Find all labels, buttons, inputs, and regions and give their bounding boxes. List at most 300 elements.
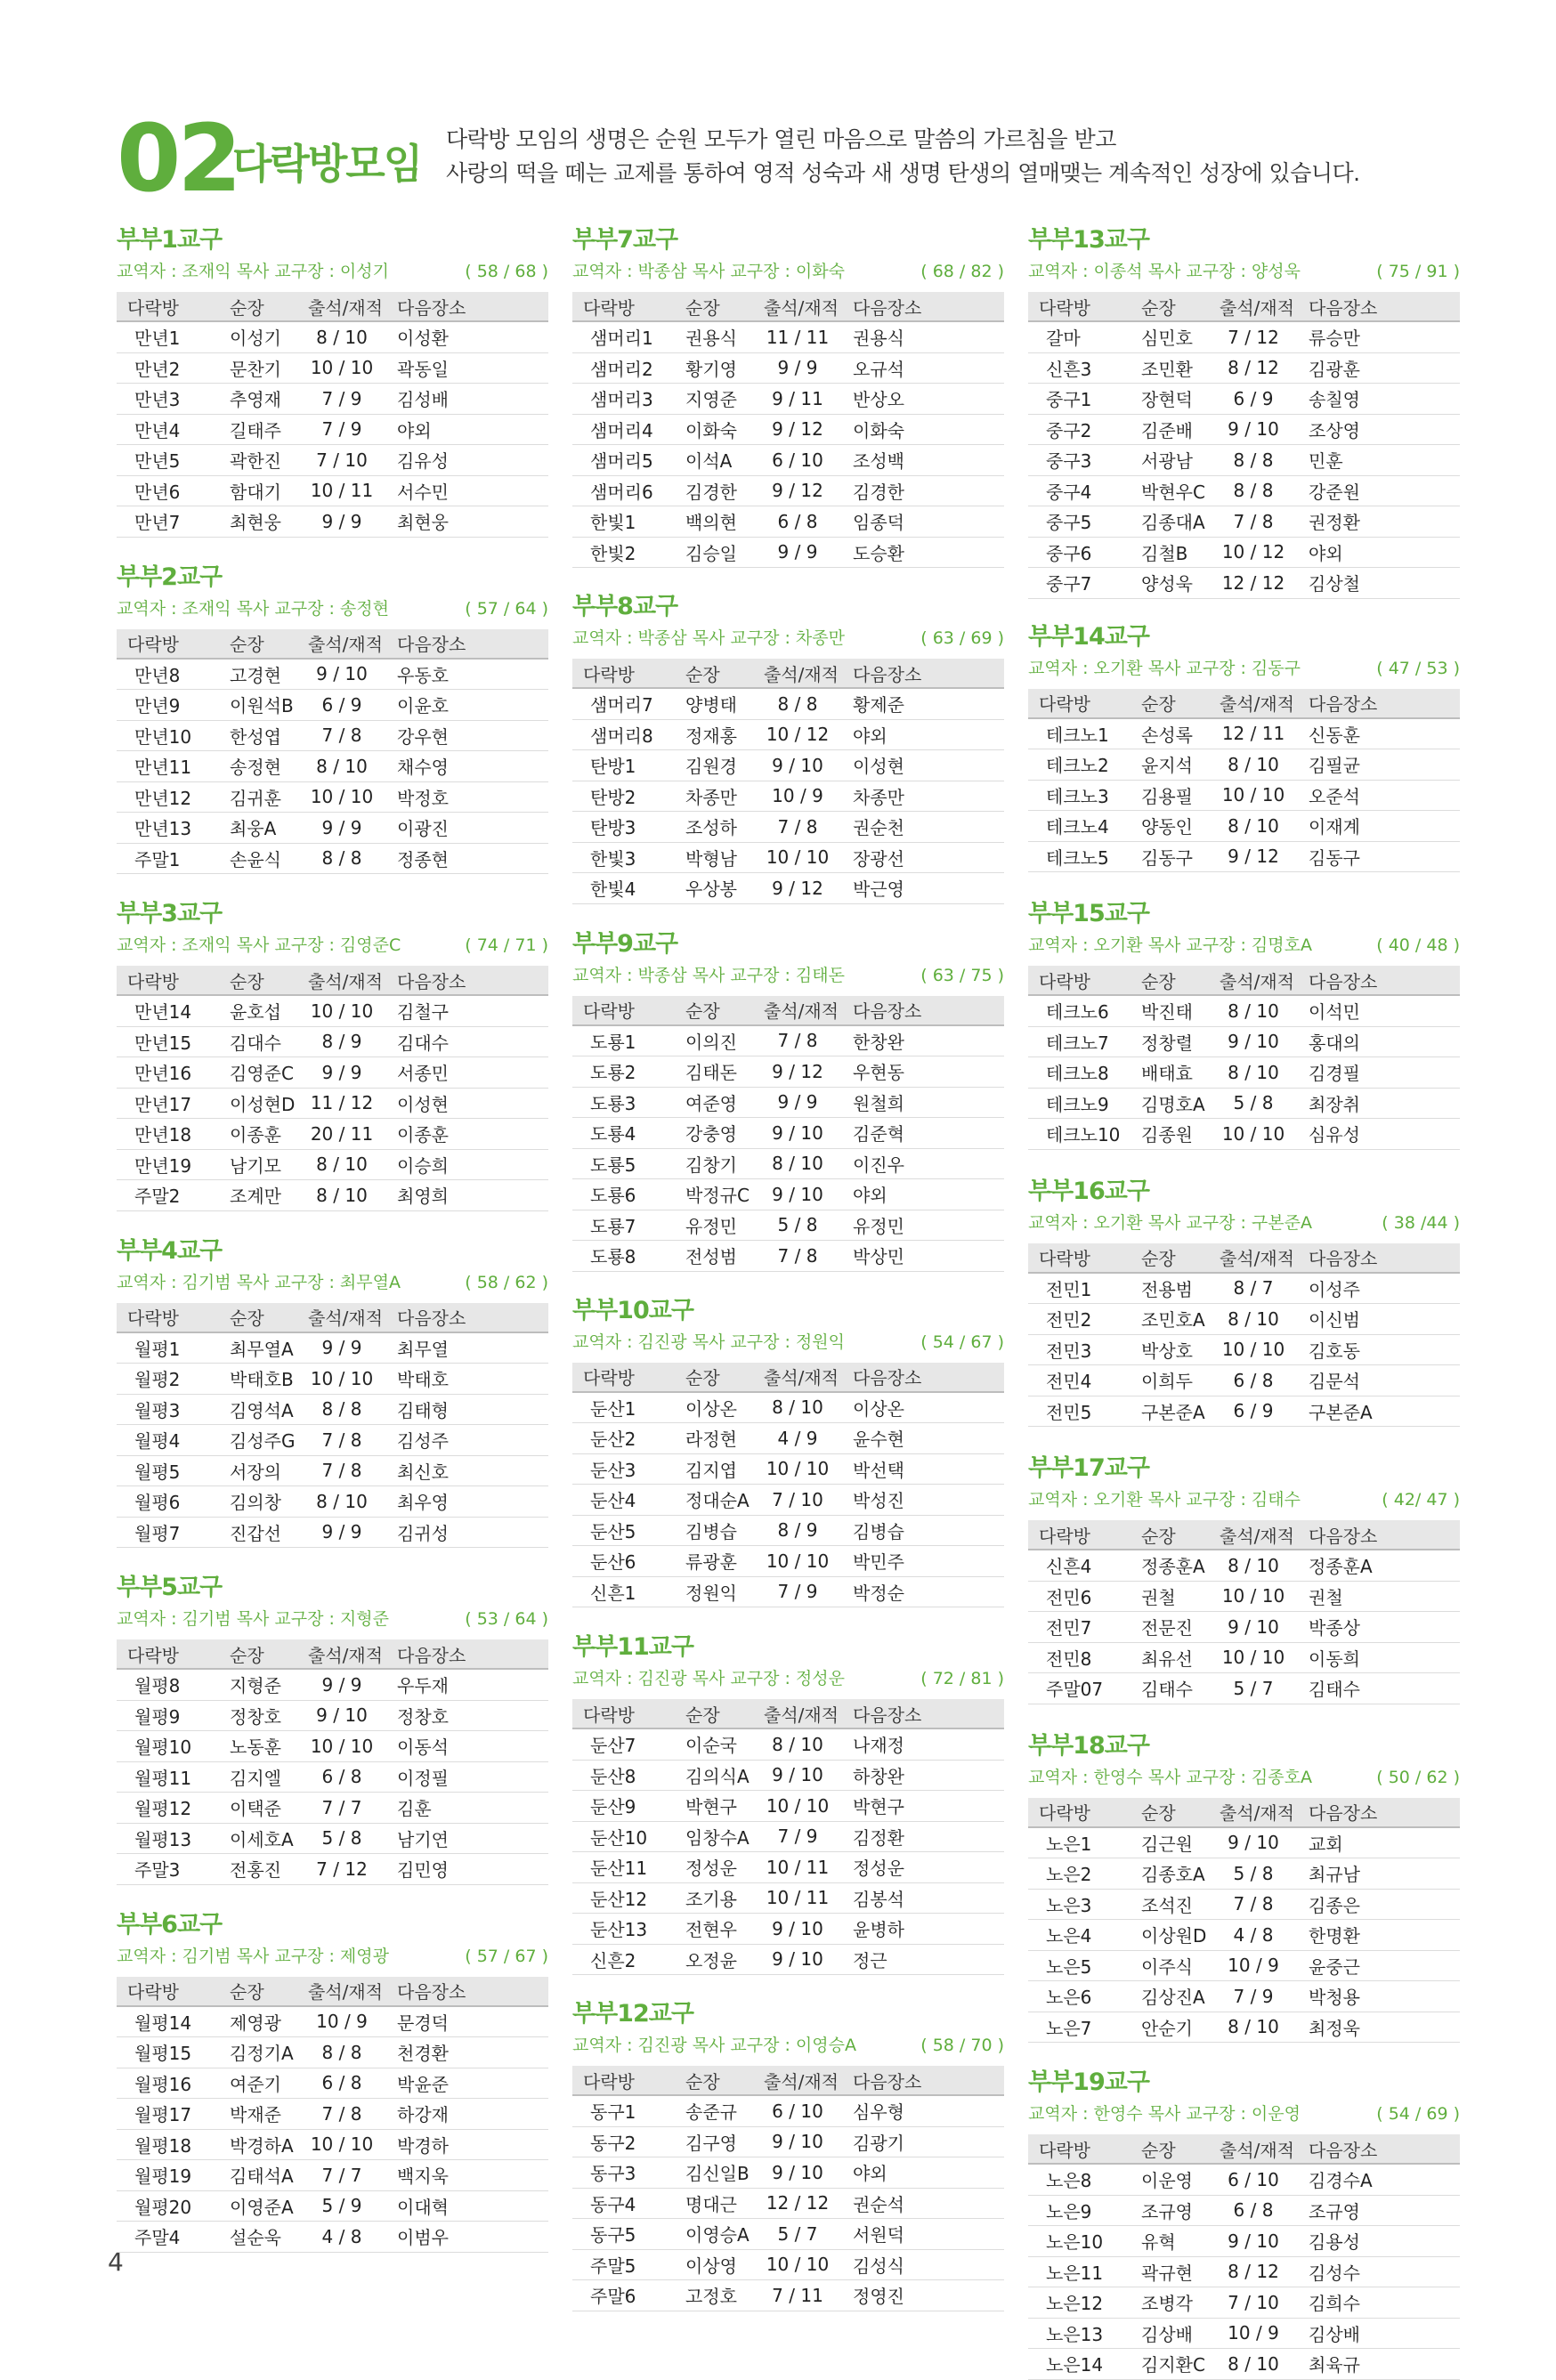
table-cell: 만년4 — [117, 414, 219, 445]
group-attendance-ratio: ( 72 / 81 ) — [920, 1669, 1004, 1688]
table-cell: 이희두 — [1131, 1365, 1209, 1396]
table-cell: 월평17 — [117, 2099, 219, 2130]
column-header: 다음장소 — [1298, 1520, 1460, 1550]
group-staff: 교역자 : 김기범 목사 교구장 : 제영광 — [117, 1946, 389, 1966]
table-cell: 9 / 12 — [1209, 841, 1298, 872]
table-cell: 정종훈A — [1298, 1550, 1460, 1581]
table-cell: 송칠영 — [1298, 384, 1460, 415]
table-cell: 차종만 — [842, 781, 1004, 812]
table-row — [117, 2160, 548, 2191]
column-header: 다락방 — [117, 1303, 219, 1332]
table-cell: 김신일B — [675, 2157, 753, 2189]
table-row — [117, 751, 548, 782]
table-row — [572, 1453, 1004, 1485]
table-cell: 김준배 — [1131, 414, 1209, 445]
table-row — [1028, 1981, 1460, 2012]
table-cell: 김의창 — [219, 1486, 297, 1518]
table-cell: 둔산12 — [572, 1882, 675, 1914]
table-cell: 오정윤 — [675, 1944, 753, 1975]
table-cell: 전민8 — [1028, 1642, 1131, 1673]
group-title: 부부14교구 — [1028, 622, 1149, 651]
table-row — [117, 414, 548, 445]
table-cell: 10 / 10 — [1209, 780, 1298, 811]
column-header: 다음장소 — [386, 1639, 548, 1669]
table-cell: 김훈 — [386, 1793, 548, 1824]
table-cell: 권순석 — [842, 2188, 1004, 2219]
table-row — [1028, 2287, 1460, 2319]
table-cell: 10 / 10 — [297, 2129, 386, 2160]
table-header-row — [572, 1363, 1004, 1392]
table-cell: 이성현 — [386, 1088, 548, 1119]
group-info — [1028, 1765, 1460, 1790]
table-row — [117, 1761, 548, 1793]
table-cell: 박성진 — [842, 1485, 1004, 1516]
group-staff: 교역자 : 조재익 목사 교구장 : 이성기 — [117, 262, 389, 281]
group-grid — [117, 223, 1461, 2376]
column-header: 출석/재적 — [753, 1699, 842, 1728]
table-cell: 윤병하 — [842, 1914, 1004, 1945]
table-cell: 11 / 12 — [297, 1088, 386, 1119]
table-cell: 이승희 — [386, 1149, 548, 1180]
table-cell: 10 / 10 — [753, 1791, 842, 1822]
table-cell: 전민1 — [1028, 1273, 1131, 1304]
table-cell: 테크노6 — [1028, 995, 1131, 1026]
table-cell: 9 / 10 — [753, 2126, 842, 2157]
table-row — [117, 690, 548, 721]
table-cell: 5 / 7 — [753, 2219, 842, 2250]
table-cell: 10 / 10 — [1209, 1642, 1298, 1673]
table-cell: 오규석 — [842, 352, 1004, 384]
table-cell: 천경환 — [386, 2037, 548, 2068]
table-row — [117, 352, 548, 384]
table-cell: 반상오 — [842, 384, 1004, 415]
table-cell: 노은3 — [1028, 1889, 1131, 1920]
table-row — [572, 1210, 1004, 1241]
table-cell: 야외 — [1298, 537, 1460, 568]
column-header: 출석/재적 — [1209, 1798, 1298, 1827]
table-cell: 둔산8 — [572, 1760, 675, 1791]
table-cell: 월평19 — [117, 2160, 219, 2191]
table-cell: 이종훈 — [219, 1119, 297, 1150]
table-cell: 손윤식 — [219, 843, 297, 874]
column-header: 순장 — [1131, 292, 1209, 321]
table-cell: 곽동일 — [386, 352, 548, 384]
table-cell: 7 / 10 — [1209, 2287, 1298, 2319]
table-cell: 5 / 7 — [1209, 1673, 1298, 1704]
table-cell: 권철 — [1131, 1581, 1209, 1612]
table-cell: 김의식A — [675, 1760, 753, 1791]
table-cell: 라정현 — [675, 1423, 753, 1454]
column-header: 다음장소 — [842, 2066, 1004, 2095]
table-cell: 한명환 — [1298, 1920, 1460, 1951]
table-cell: 김성식 — [842, 2249, 1004, 2280]
column-header: 다락방 — [117, 966, 219, 995]
table-cell: 월평13 — [117, 1823, 219, 1854]
table-row — [572, 1179, 1004, 1210]
table-cell: 이진우 — [842, 1148, 1004, 1179]
table-cell: 김대수 — [386, 1026, 548, 1057]
group-title: 부부13교구 — [1028, 226, 1149, 254]
table-row — [572, 1118, 1004, 1149]
table-cell: 테크노5 — [1028, 841, 1131, 872]
table-cell: 정재홍 — [675, 719, 753, 750]
group-staff: 교역자 : 박종삼 목사 교구장 : 이화숙 — [572, 262, 845, 281]
table-cell: 7 / 9 — [297, 414, 386, 445]
table-row — [572, 1241, 1004, 1272]
table-cell: 진갑선 — [219, 1517, 297, 1548]
group-info — [572, 626, 1004, 651]
table-cell: 7 / 7 — [297, 1793, 386, 1824]
table-cell: 이상온 — [675, 1392, 753, 1423]
table-cell: 주말6 — [572, 2280, 675, 2311]
table-cell: 주말1 — [117, 843, 219, 874]
table-cell: 우동호 — [386, 659, 548, 690]
table-cell: 9 / 12 — [753, 1056, 842, 1088]
column-header: 출석/재적 — [297, 629, 386, 659]
group-table — [117, 966, 548, 1211]
table-cell: 샘머리2 — [572, 352, 675, 384]
table-cell: 야외 — [842, 1179, 1004, 1210]
group-table — [117, 629, 548, 875]
table-cell: 최영희 — [386, 1180, 548, 1211]
column-header: 순장 — [1131, 1243, 1209, 1273]
group-staff: 교역자 : 김진광 목사 교구장 : 이영승A — [572, 2036, 856, 2055]
table-cell: 이대혁 — [386, 2190, 548, 2222]
table-cell: 김지환C — [1131, 2349, 1209, 2380]
table-cell: 조기용 — [675, 1882, 753, 1914]
table-cell: 김귀훈 — [219, 781, 297, 813]
table-cell: 9 / 10 — [297, 1700, 386, 1731]
table-cell: 9 / 10 — [753, 1760, 842, 1791]
column-header: 다음장소 — [386, 966, 548, 995]
column-header: 다락방 — [1028, 1243, 1131, 1273]
column-header: 출석/재적 — [1209, 689, 1298, 718]
table-cell: 중구5 — [1028, 506, 1131, 538]
column-header: 다음장소 — [842, 1699, 1004, 1728]
group-info — [117, 1944, 548, 1969]
table-cell: 탄방1 — [572, 750, 675, 781]
table-row — [117, 843, 548, 874]
table-cell: 최신호 — [386, 1455, 548, 1486]
table-cell: 중구1 — [1028, 384, 1131, 415]
table-row — [117, 445, 548, 476]
table-row — [572, 1914, 1004, 1945]
table-cell: 정종현 — [386, 843, 548, 874]
table-cell: 월평14 — [117, 2006, 219, 2037]
table-cell: 이동희 — [1298, 1642, 1460, 1673]
table-cell: 테크노7 — [1028, 1026, 1131, 1057]
column-header: 다락방 — [1028, 966, 1131, 995]
table-row — [1028, 1273, 1460, 1304]
table-cell: 박정호 — [386, 781, 548, 813]
intro-line-2: 사랑의 떡을 떼는 교제를 통하여 영적 성숙과 새 생명 탄생의 열매맺는 계속적인 성장에 있습니다. — [446, 160, 1360, 186]
group-title: 부부5교구 — [117, 1574, 223, 1601]
table-cell: 박정순 — [842, 1576, 1004, 1607]
table-cell: 7 / 11 — [753, 2280, 842, 2311]
table-cell: 샘머리8 — [572, 719, 675, 750]
table-cell: 6 / 10 — [1209, 2164, 1298, 2195]
table-cell: 월평3 — [117, 1394, 219, 1425]
table-cell: 추영재 — [219, 384, 297, 415]
table-cell: 8 / 10 — [753, 1728, 842, 1760]
table-cell: 10 / 10 — [297, 781, 386, 813]
column-header: 출석/재적 — [297, 1639, 386, 1669]
table-cell: 양병태 — [675, 688, 753, 719]
table-cell: 동구5 — [572, 2219, 675, 2250]
group-staff: 교역자 : 김기범 목사 교구장 : 지형준 — [117, 1609, 389, 1629]
column-header: 출석/재적 — [297, 292, 386, 321]
group-info — [1028, 933, 1460, 958]
group-info — [1028, 259, 1460, 284]
group-title: 부부1교구 — [117, 226, 223, 254]
table-cell: 조성백 — [842, 445, 1004, 476]
table-row — [1028, 811, 1460, 842]
table-cell: 김태돈 — [675, 1056, 753, 1088]
table-cell: 9 / 9 — [753, 537, 842, 568]
table-cell: 정창렬 — [1131, 1026, 1209, 1057]
table-cell: 이동석 — [386, 1731, 548, 1762]
table-cell: 만년3 — [117, 384, 219, 415]
table-header-row — [1028, 292, 1460, 321]
table-cell: 만년8 — [117, 659, 219, 690]
table-cell: 월평5 — [117, 1455, 219, 1486]
group-staff: 교역자 : 한영수 목사 교구장 : 김종호A — [1028, 1767, 1312, 1787]
table-row — [117, 995, 548, 1026]
table-cell: 손성록 — [1131, 718, 1209, 749]
table-row — [1028, 1581, 1460, 1612]
table-cell: 황기영 — [675, 352, 753, 384]
table-cell: 테크노4 — [1028, 811, 1131, 842]
table-cell: 8 / 10 — [753, 1148, 842, 1179]
table-cell: 노은8 — [1028, 2164, 1131, 2195]
table-cell: 5 / 8 — [753, 1210, 842, 1241]
table-cell: 정원익 — [675, 1576, 753, 1607]
table-cell: 노은13 — [1028, 2318, 1131, 2349]
table-row — [572, 2095, 1004, 2126]
table-cell: 10 / 10 — [297, 352, 386, 384]
table-cell: 최현웅 — [219, 506, 297, 538]
table-cell: 테크노3 — [1028, 780, 1131, 811]
column-header: 다음장소 — [1298, 2134, 1460, 2164]
group-table — [572, 996, 1004, 1272]
column-header: 순장 — [1131, 689, 1209, 718]
table-cell: 월평12 — [117, 1793, 219, 1824]
table-cell: 8 / 10 — [297, 1149, 386, 1180]
column-header: 순장 — [219, 1303, 297, 1332]
table-cell: 6 / 9 — [297, 690, 386, 721]
table-row — [572, 445, 1004, 476]
table-cell: 도룡1 — [572, 1025, 675, 1056]
table-row — [1028, 445, 1460, 476]
table-cell: 김호동 — [1298, 1334, 1460, 1365]
table-cell: 도룡3 — [572, 1087, 675, 1118]
table-row — [117, 1517, 548, 1548]
column-header: 순장 — [1131, 1520, 1209, 1550]
table-cell: 중구3 — [1028, 445, 1131, 476]
table-cell: 도룡2 — [572, 1056, 675, 1088]
table-cell: 노동훈 — [219, 1731, 297, 1762]
column-header: 다락방 — [1028, 292, 1131, 321]
table-cell: 7 / 10 — [297, 445, 386, 476]
table-row — [1028, 780, 1460, 811]
table-cell: 김구영 — [675, 2126, 753, 2157]
table-cell: 김원경 — [675, 750, 753, 781]
table-cell: 10 / 11 — [297, 475, 386, 506]
table-cell: 김상진A — [1131, 1981, 1209, 2012]
table-cell: 주말07 — [1028, 1673, 1131, 1704]
table-cell: 노은12 — [1028, 2287, 1131, 2319]
table-cell: 전홍진 — [219, 1854, 297, 1885]
column-header: 순장 — [675, 1363, 753, 1392]
table-cell: 송정현 — [219, 751, 297, 782]
table-cell: 최웅A — [219, 813, 297, 844]
table-cell: 장현덕 — [1131, 384, 1209, 415]
table-cell: 11 / 11 — [753, 321, 842, 352]
table-cell: 홍대의 — [1298, 1026, 1460, 1057]
group-attendance-ratio: ( 47 / 53 ) — [1376, 658, 1460, 678]
column-header: 출석/재적 — [297, 966, 386, 995]
table-row — [572, 2249, 1004, 2280]
table-cell: 8 / 9 — [753, 1515, 842, 1546]
table-cell: 신흔2 — [572, 1944, 675, 1975]
table-cell: 10 / 9 — [1209, 1950, 1298, 1981]
table-row — [1028, 841, 1460, 872]
group-table — [117, 1639, 548, 1885]
group-info — [1028, 1210, 1460, 1235]
table-row — [1028, 1673, 1460, 1704]
table-cell: 최무열A — [219, 1332, 297, 1364]
table-cell: 9 / 9 — [297, 1517, 386, 1548]
column-header: 다락방 — [117, 629, 219, 659]
table-row — [117, 506, 548, 538]
table-cell: 월평11 — [117, 1761, 219, 1793]
group-title: 부부19교구 — [1028, 2068, 1149, 2096]
table-cell: 10 / 10 — [1209, 1581, 1298, 1612]
table-row — [1028, 414, 1460, 445]
table-cell: 7 / 8 — [1209, 506, 1298, 538]
table-cell: 이영준A — [219, 2190, 297, 2222]
table-cell: 이신범 — [1298, 1304, 1460, 1335]
group-table — [572, 659, 1004, 904]
table-cell: 백지욱 — [386, 2160, 548, 2191]
table-cell: 월평15 — [117, 2037, 219, 2068]
table-row — [1028, 475, 1460, 506]
table-cell: 조민환 — [1131, 352, 1209, 384]
column-header: 순장 — [675, 659, 753, 688]
group-staff: 교역자 : 오기환 목사 교구장 : 김태수 — [1028, 1490, 1301, 1510]
table-cell: 신흔4 — [1028, 1550, 1131, 1581]
table-cell: 4 / 9 — [753, 1423, 842, 1454]
table-row — [1028, 352, 1460, 384]
table-cell: 김성배 — [386, 384, 548, 415]
table-cell: 도룡4 — [572, 1118, 675, 1149]
table-cell: 제영광 — [219, 2006, 297, 2037]
table-header-row — [572, 2066, 1004, 2095]
column-header: 다음장소 — [1298, 689, 1460, 718]
column-header: 출석/재적 — [297, 1303, 386, 1332]
column-header: 다락방 — [572, 2066, 675, 2095]
table-cell: 조민호A — [1131, 1304, 1209, 1335]
table-cell: 양동인 — [1131, 811, 1209, 842]
group-title: 부부4교구 — [117, 1236, 223, 1265]
table-header-row — [1028, 1798, 1460, 1827]
table-cell: 임창수A — [675, 1821, 753, 1852]
table-cell: 유혁 — [1131, 2226, 1209, 2257]
group-title: 부부8교구 — [572, 593, 678, 620]
table-cell: 하창완 — [842, 1760, 1004, 1791]
table-row — [1028, 2256, 1460, 2287]
table-cell: 동구1 — [572, 2095, 675, 2126]
table-cell: 김유성 — [386, 445, 548, 476]
table-cell: 임종덕 — [842, 506, 1004, 538]
table-cell: 만년13 — [117, 813, 219, 844]
table-cell: 유정민 — [675, 1210, 753, 1241]
table-cell: 이재계 — [1298, 811, 1460, 842]
table-row — [572, 2157, 1004, 2189]
group-staff: 교역자 : 오기환 목사 교구장 : 김명호A — [1028, 935, 1312, 955]
table-cell: 둔산10 — [572, 1821, 675, 1852]
column-header: 다락방 — [572, 1363, 675, 1392]
table-cell: 만년11 — [117, 751, 219, 782]
table-cell: 김영석A — [219, 1394, 297, 1425]
table-row — [1028, 1920, 1460, 1951]
table-row — [572, 1423, 1004, 1454]
table-cell: 정성운 — [842, 1852, 1004, 1883]
table-cell: 강준원 — [1298, 475, 1460, 506]
table-cell: 문찬기 — [219, 352, 297, 384]
table-cell: 강충영 — [675, 1118, 753, 1149]
table-cell: 이석민 — [1298, 995, 1460, 1026]
column-header: 다음장소 — [386, 1977, 548, 2006]
table-cell: 명대근 — [675, 2188, 753, 2219]
table-cell: 전현우 — [675, 1914, 753, 1945]
table-cell: 9 / 10 — [753, 2157, 842, 2189]
group-attendance-ratio: ( 54 / 69 ) — [1376, 2104, 1460, 2124]
table-row — [572, 352, 1004, 384]
table-row — [117, 1700, 548, 1731]
table-cell: 송준규 — [675, 2095, 753, 2126]
table-cell: 5 / 9 — [297, 2190, 386, 2222]
table-cell: 5 / 8 — [1209, 1088, 1298, 1119]
group-title: 부부18교구 — [1028, 1731, 1149, 1760]
table-cell: 동구4 — [572, 2188, 675, 2219]
table-cell: 노은1 — [1028, 1827, 1131, 1858]
table-cell: 월평2 — [117, 1364, 219, 1395]
table-cell: 7 / 9 — [753, 1576, 842, 1607]
table-cell: 만년7 — [117, 506, 219, 538]
table-cell: 동구3 — [572, 2157, 675, 2189]
table-cell: 둔산11 — [572, 1852, 675, 1883]
column-header: 출석/재적 — [1209, 1243, 1298, 1273]
table-cell: 정종훈A — [1131, 1550, 1209, 1581]
table-row — [117, 2006, 548, 2037]
table-cell: 이석A — [675, 445, 753, 476]
table-cell: 우상봉 — [675, 873, 753, 904]
column-header: 출석/재적 — [753, 292, 842, 321]
table-cell: 도룡7 — [572, 1210, 675, 1241]
table-cell: 둔산9 — [572, 1791, 675, 1822]
table-cell: 심유성 — [1298, 1119, 1460, 1150]
group-table — [117, 292, 548, 538]
column-header: 다락방 — [572, 1699, 675, 1728]
group-attendance-ratio: ( 58 / 62 ) — [465, 1272, 548, 1292]
table-cell: 김태수 — [1131, 1673, 1209, 1704]
table-cell: 이영승A — [675, 2219, 753, 2250]
table-cell: 10 / 9 — [753, 781, 842, 812]
column-header: 다음장소 — [1298, 1798, 1460, 1827]
table-cell: 전민6 — [1028, 1581, 1131, 1612]
group-attendance-ratio: ( 58 / 70 ) — [920, 2036, 1004, 2055]
